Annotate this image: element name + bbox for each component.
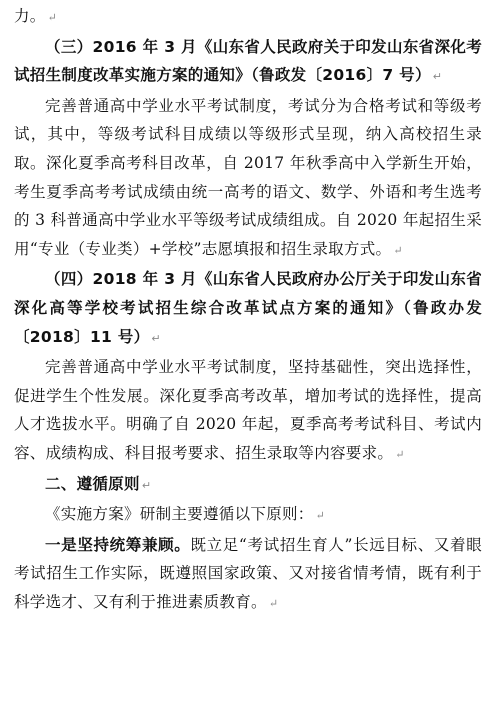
part2-intro <box>14 500 482 531</box>
part2-heading <box>14 470 482 501</box>
section4-body-text: 完善普通高中学业水平考试制度，坚持基础性，突出选择性，促进学生个性发展。深化夏季高考改革，增加考试的选择性，提高人才选拔水平。明确了自 2020 年起，夏季高考考试科目、考试内容、成绩构成、科目报考要求、招生录取等内容要求。 <box>14 358 482 462</box>
principle1-paragraph <box>14 531 482 619</box>
principle1-lead: 一是坚持统筹兼顾。 <box>45 535 191 554</box>
paragraph-mark-icon: ↵ <box>395 447 405 461</box>
section4-body <box>14 353 482 469</box>
paragraph-mark-icon: ↵ <box>393 243 403 257</box>
section3-heading <box>14 33 482 92</box>
section4-heading-text: （四）2018 年 3 月《山东省人民政府办公厅关于印发山东省深化高等学校考试招生综合改革试点方案的通知》（鲁政办发〔2018〕11 号） <box>14 270 482 346</box>
lead-fragment <box>14 2 482 33</box>
section3-heading-text: （三）2016 年 3 月《山东省人民政府关于印发山东省深化考试招生制度改革实施方案的通知》（鲁政发〔2016〕7 号） <box>14 37 482 85</box>
section4-heading <box>14 265 482 353</box>
principle1-text: 既立足“考试招生育人”长远目标、又着眼考试招生工作实际，既遵照国家政策、又对接省情考情，既有利于科学选才、又有利于推进素质教育。 <box>14 535 482 611</box>
section3-body-text: 完善普通高中学业水平考试制度，考试分为合格考试和等级考试，其中，等级考试科目成绩以等级形式呈现，纳入高校招生录取。深化夏季高考科目改革，自 2017 年秋季高中入学新生开始，考生夏季高考考试成绩由统一高考的语文、数学、外语和考生选考的 3 科普通高中学业水平等级考试成绩组成。自 2020 年起招生采用“专业（专业类）+学校”志愿填报和招生录取方式。 <box>14 96 482 258</box>
section3-body <box>14 92 482 266</box>
paragraph-mark-icon: ↵ <box>141 478 152 492</box>
paragraph-mark-icon: ↵ <box>151 331 161 345</box>
paragraph-mark-icon: ↵ <box>268 596 279 610</box>
paragraph-mark-icon: ↵ <box>47 11 58 24</box>
lead-fragment-text: 力。 <box>14 7 46 25</box>
part2-heading-text: 二、遵循原则 <box>45 474 140 493</box>
paragraph-mark-icon: ↵ <box>315 509 326 523</box>
paragraph-mark-icon: ↵ <box>432 70 443 84</box>
part2-intro-text: 《实施方案》研制主要遵循以下原则： <box>45 505 314 524</box>
